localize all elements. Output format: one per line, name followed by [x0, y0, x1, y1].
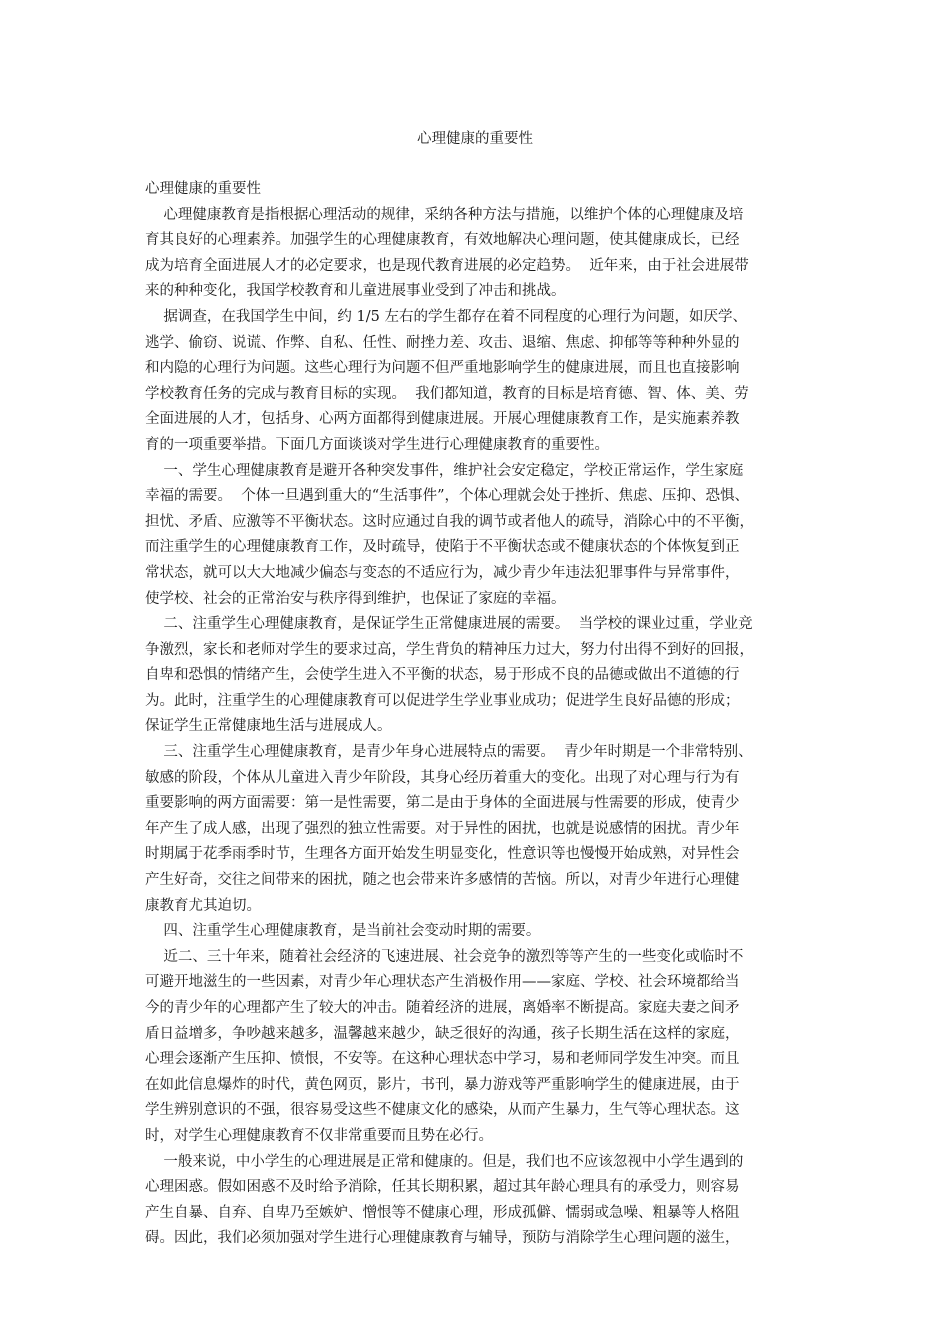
text-line: 争激烈，家长和老师对学生的要求过高，学生背负的精神压力过大，努力付出得不到好的回报， [145, 641, 754, 658]
text-line: 时，对学生心理健康教育不仅非常重要而且势在必行。 [145, 1127, 493, 1144]
text-line: 二、注重学生心理健康教育，是保证学生正常健康进展的需要。 当学校的课业过重，学业竞 [145, 616, 753, 633]
text-line: 自卑和恐惧的情绪产生，会使学生进入不平衡的状态，易于形成不良的品德或做出不道德的行 [145, 667, 740, 684]
text-line: 四、注重学生心理健康教育，是当前社会变动时期的需要。 [145, 923, 541, 940]
text-line: 学生辨别意识的不强，很容易受这些不健康文化的感染，从而产生暴力，生气等心理状态。这 [145, 1102, 740, 1119]
text-line: 心理健康教育是指根据心理活动的规律，采纳各种方法与措施，以维护个体的心理健康及培 [145, 206, 744, 223]
text-line: 为。此时，注重学生的心理健康教育可以促进学生学业事业成功；促进学生良好品德的形成； [145, 692, 740, 709]
text-line: 心理会逐渐产生压抑、愤恨，不安等。在这种心理状态中学习，易和老师同学发生冲突。而且 [145, 1051, 740, 1068]
text-line: 重要影响的两方面需要：第一是性需要，第二是由于身体的全面进展与性需要的形成，使青少 [145, 795, 740, 812]
text-line: 来的种种变化，我国学校教育和儿童进展事业受到了冲击和挑战。 [145, 283, 566, 300]
text-line: 在如此信息爆炸的时代，黄色网页，影片，书刊，暴力游戏等严重影响学生的健康进展，由于 [145, 1076, 740, 1093]
text-line: 三、注重学生心理健康教育，是青少年身心进展特点的需要。 青少年时期是一个非常特别、 [145, 744, 753, 761]
text-line: 盾日益增多，争吵越来越多，温馨越来越少，缺乏很好的沟通，孩子长期生活在这样的家庭， [145, 1025, 740, 1042]
text-line: 产生自暴、自弃、自卑乃至嫉妒、憎恨等不健康心理，形成孤僻、懦弱或急噪、粗暴等人格阻 [145, 1204, 740, 1221]
text-line: 时期属于花季雨季时节，生理各方面开始发生明显变化，性意识等也慢慢开始成熟，对异性会 [145, 846, 740, 863]
text-line: 保证学生正常健康地生活与进展成人。 [145, 718, 392, 735]
text-line: 全面进展的人才，包括身、心两方面都得到健康进展。开展心理健康教育工作，是实施素养教 [145, 411, 740, 428]
text-line: 康教育尤其迫切。 [145, 897, 261, 914]
text-line: 育其良好的心理素养。加强学生的心理健康教育，有效地解决心理问题，使其健康成长，已经 [145, 232, 740, 249]
text-line: 一、学生心理健康教育是避开各种突发事件，维护社会安定稳定，学校正常运作，学生家庭 [145, 462, 744, 479]
text-line: 碍。因此，我们必须加强对学生进行心理健康教育与辅导，预防与消除学生心理问题的滋生， [145, 1230, 740, 1247]
text-line: 而注重学生的心理健康教育工作，及时疏导，使陷于不平衡状态或不健康状态的个体恢复到正 [145, 539, 740, 556]
text-line: 育的一项重要举措。下面几方面谈谈对学生进行心理健康教育的重要性。 [145, 436, 609, 453]
text-line: 担忧、矛盾、应激等不平衡状态。这时应通过自我的调节或者他人的疏导，消除心中的不平衡， [145, 513, 754, 530]
text-line: 常状态，就可以大大地减少偏态与变态的不适应行为，减少青少年违法犯罪事件与异常事件， [145, 564, 740, 581]
text-line: 近二、三十年来，随着社会经济的飞速进展、社会竞争的激烈等等产生的一些变化或临时不 [145, 948, 744, 965]
text-line: 一般来说，中小学生的心理进展是正常和健康的。但是，我们也不应该忽视中小学生遇到的 [145, 1153, 744, 1170]
document-title: 心理健康的重要性 [417, 131, 533, 147]
text-line: 今的青少年的心理都产生了较大的冲击。随着经济的进展，离婚率不断提高。家庭夫妻之间矛 [145, 1000, 740, 1016]
text-line: 敏感的阶段，个体从儿童进入青少年阶段，其身心经历着重大的变化。出现了对心理与行为有 [145, 769, 740, 786]
text-line: 使学校、社会的正常治安与秩序得到维护，也保证了家庭的幸福。 [145, 590, 566, 607]
text-line: 成为培育全面进展人才的必定要求，也是现代教育进展的必定趋势。 近年来，由于社会进展带 [145, 257, 749, 274]
text-line: 和内隐的心理行为问题。这些心理行为问题不但严重地影响学生的健康进展，而且也直接影响 [145, 360, 740, 377]
document-body [145, 177, 825, 1252]
text-line: 学校教育任务的完成与教育目标的实现。 我们都知道，教育的目标是培育德、智、体、美、劳 [145, 385, 749, 402]
text-line: 产生好奇，交往之间带来的困扰，随之也会带来许多感情的苦恼。所以，对青少年进行心理健 [145, 872, 740, 889]
body-heading: 心理健康的重要性 [145, 181, 261, 197]
text-line: 据调查，在我国学生中间，约 1/5 左右的学生都存在着不同程度的心理行为问题，如厌学、 [145, 308, 747, 325]
text-line: 年产生了成人感，出现了强烈的独立性需要。对于异性的困扰，也就是说感情的困扰。青少年 [145, 820, 740, 837]
text-line: 心理困惑。假如困惑不及时给予消除，任其长期积累，超过其年龄心理具有的承受力，则容易 [145, 1179, 740, 1196]
text-line: 幸福的需要。 个体一旦遇到重大的“生活事件”，个体心理就会处于挫折、焦虑、压抑、恐惧、 [145, 488, 750, 505]
text-line: 可避开地滋生的一些因素，对青少年心理状态产生消极作用——家庭、学校、社会环境都给当 [145, 974, 740, 991]
text-line: 逃学、偷窃、说谎、作弊、自私、任性、耐挫力差、攻击、退缩、焦虑、抑郁等等种种外显的 [145, 334, 740, 351]
